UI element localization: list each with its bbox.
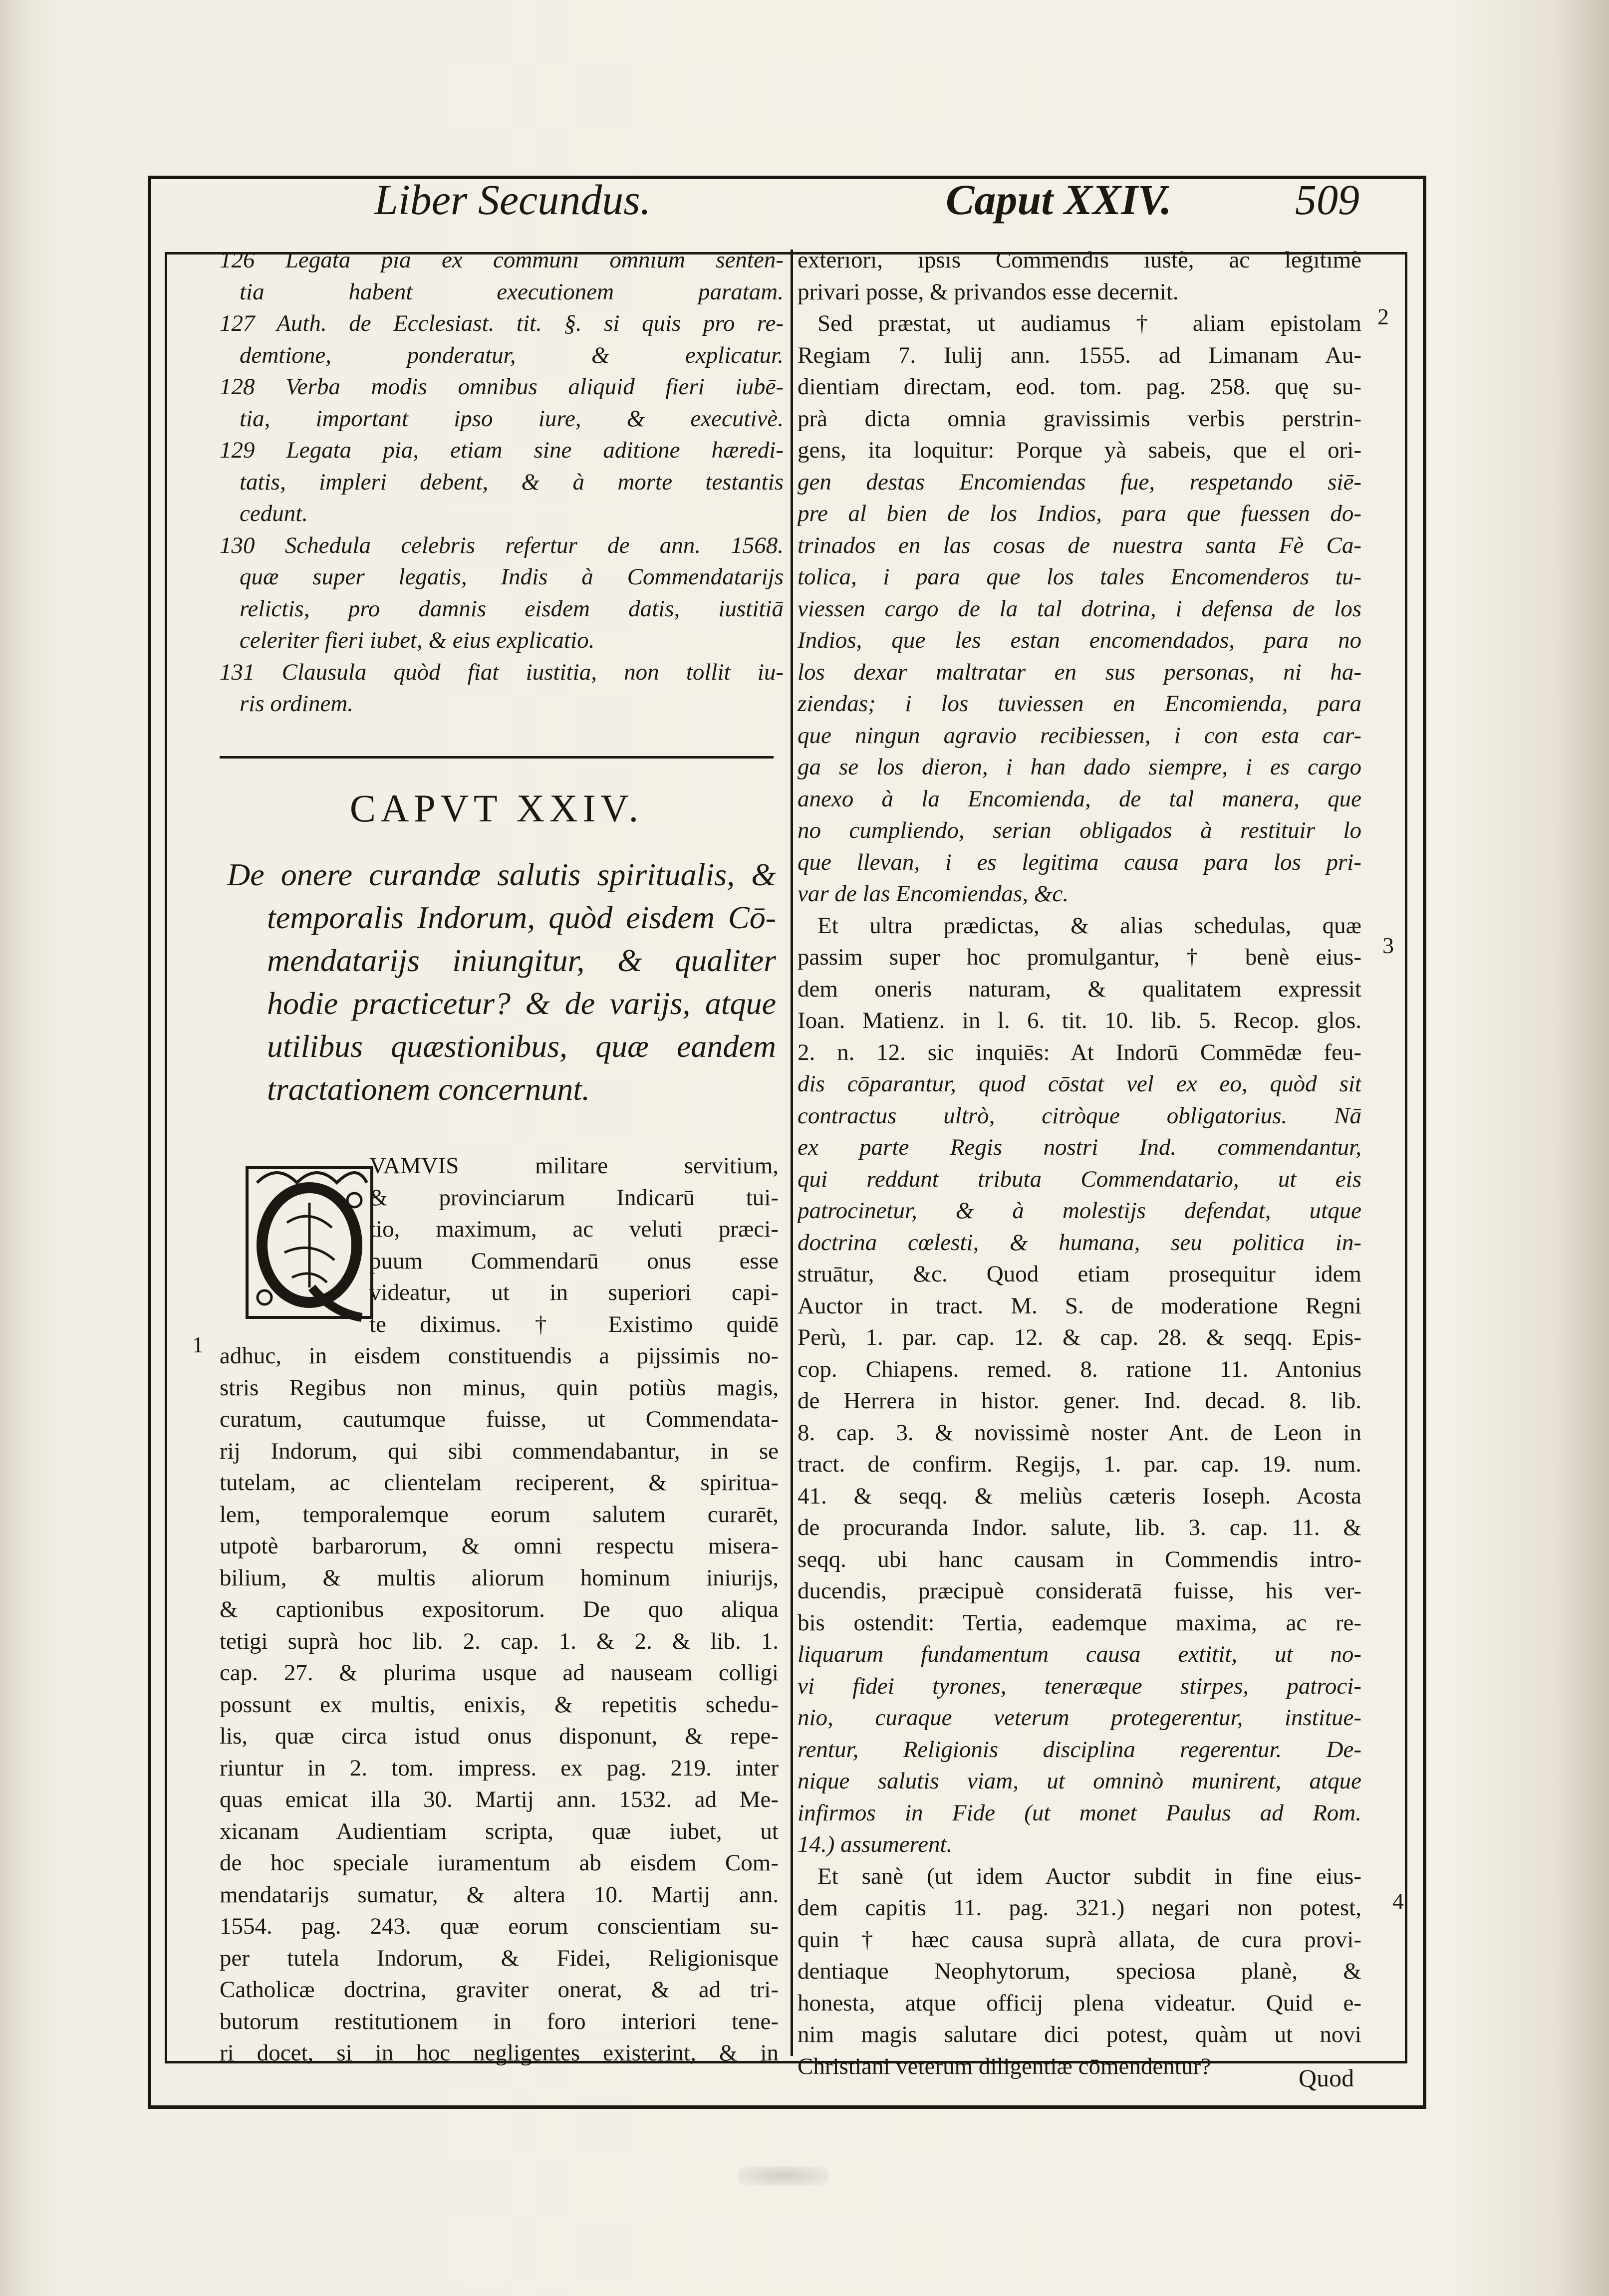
page-number: 509	[1295, 176, 1359, 224]
chapter-title: CAPVT XXIV.	[349, 786, 644, 830]
subtitle-line: utilibus quæstionibus, quæ eandem	[267, 1028, 776, 1064]
body-line: seqq. ubi hanc causam in Commendis intro-	[798, 1546, 1361, 1572]
body-line: Sed præstat, ut audiamus † aliam epistolam	[817, 310, 1361, 336]
body-line: rentur, Religionis disciplina regerentur. De-	[798, 1736, 1361, 1763]
body-line: dentiaque Neophytorum, speciosa planè, &	[798, 1958, 1361, 1984]
right-column-body	[798, 245, 1361, 2082]
catchword: Quod	[1299, 2064, 1354, 2092]
body-line: anexo à la Encomienda, de tal manera, que	[798, 785, 1361, 812]
body-line: tutelam, ac clientelam reciperent, & spiritua-	[220, 1470, 779, 1496]
body-line: tetigi suprà hoc lib. 2. cap. 1. & 2. & lib. 1.	[220, 1628, 779, 1654]
summary-line: 126 Legata pia ex communi omnium senten-	[220, 247, 784, 273]
summary-line: 127 Auth. de Ecclesiast. tit. §. si quis pro re-	[220, 310, 784, 336]
body-line: te diximus. † Existimo quidē	[369, 1311, 779, 1337]
body-line: que ningun agravio recibiessen, i con esta car-	[798, 722, 1361, 749]
body-line: dem oneris naturam, & qualitatem expressit	[798, 976, 1361, 1002]
body-line: quin † hæc causa suprà allata, de cura provi-	[798, 1926, 1361, 1953]
body-line: Regiam 7. Iulij ann. 1555. ad Limanam Au-	[798, 342, 1361, 368]
summary-line: tatis, impleri debent, & à morte testantis	[240, 469, 784, 495]
chapter-subtitle	[227, 853, 776, 1111]
body-line: trinados en las cosas de nuestra santa Fè Ca-	[798, 532, 1361, 558]
body-line: adhuc, in eisdem constituendis a pijssimis no-	[220, 1343, 779, 1369]
running-head-left: Liber Secundus.	[374, 176, 651, 224]
body-line: Ioan. Matienz. in l. 6. tit. 10. lib. 5. Recop. glos.	[798, 1008, 1361, 1033]
body-line: xicanam Audientiam scripta, quæ iubet, ut	[220, 1818, 779, 1844]
column-divider	[791, 250, 793, 2056]
body-line: tract. de confirm. Regijs, 1. par. cap. 19. num.	[798, 1451, 1361, 1477]
body-line: 8. cap. 3. & novissimè noster Ant. de Leon in	[798, 1419, 1361, 1446]
body-line: lis, quæ circa istud onus disponunt, & repe-	[220, 1723, 779, 1749]
body-line: cop. Chiapens. remed. 8. ratione 11. Antonius	[798, 1356, 1361, 1382]
body-line: rij Indorum, qui sibi commendabantur, in se	[220, 1438, 779, 1464]
subtitle-line: mendatarijs iniungitur, & qualiter	[267, 943, 776, 978]
body-line: var de las Encomiendas, &c.	[798, 881, 1069, 907]
body-line: struātur, &c. Quod etiam prosequitur idem	[798, 1261, 1361, 1287]
body-line: lem, temporalemque eorum salutem curarēt,	[220, 1501, 779, 1528]
body-line: Et sanè (ut idem Auctor subdit in fine eius-	[817, 1863, 1361, 1889]
body-line: Christiani veterum diligentiæ cōmendentur?	[798, 2053, 1211, 2079]
summary-line: ris ordinem.	[240, 691, 354, 717]
body-line: liquarum fundamentum causa extitit, ut no-	[798, 1641, 1361, 1667]
body-line: contractus ultrò, citròque obligatorius. Nā	[798, 1102, 1361, 1129]
body-line: dis cōparantur, quod cōstat vel ex eo, quòd sit	[798, 1071, 1361, 1097]
body-line: passim super hoc promulgantur, † benè eius-	[798, 944, 1361, 970]
body-line: possunt ex multis, enixis, & repetitis schedu-	[220, 1691, 779, 1718]
body-line: gen destas Encomiendas fue, respetando siē-	[798, 469, 1361, 495]
body-line: los dexar maltratar en sus personas, ni ha-	[798, 659, 1361, 685]
body-line: riuntur in 2. tom. impress. ex pag. 219. inter	[220, 1755, 779, 1781]
body-line: butorum restitutionem in foro interiori tene-	[220, 2008, 779, 2035]
body-line: dientiam directam, eod. tom. pag. 258. quę su-	[798, 374, 1361, 400]
body-line: quas emicat illa 30. Martij ann. 1532. ad Me-	[220, 1786, 779, 1812]
body-line: stris Regibus non minus, quin potiùs magis,	[220, 1374, 779, 1401]
summary-line: celeriter fieri iubet, & eius explicatio.	[240, 627, 595, 653]
body-line: de hoc speciale iuramentum ab eisdem Com-	[220, 1850, 779, 1876]
body-line: videatur, ut in superiori capi-	[369, 1279, 779, 1305]
body-line: ducendis, præcipuè consideratā fuisse, his ver-	[798, 1578, 1361, 1604]
body-line: tolica, i para que los tales Encomenderos tu-	[798, 564, 1361, 590]
body-line: nique salutis viam, ut omninò munirent, atque	[798, 1768, 1361, 1794]
body-line: mendatarijs sumatur, & altera 10. Martij ann.	[220, 1881, 779, 1908]
body-line: ga se los dieron, i han dado siempre, i es cargo	[798, 754, 1361, 780]
summary-line: tia, important ipso iure, & executivè.	[240, 405, 784, 432]
body-line: vi fidei tyrones, teneræque stirpes, patroci-	[798, 1673, 1361, 1699]
body-line: curatum, cautumque fuisse, ut Commendata-	[220, 1406, 779, 1432]
margin-note-3: 3	[1382, 933, 1394, 958]
chapter-summary	[220, 245, 784, 720]
body-line: privari posse, & privandos esse decernit.	[798, 278, 1179, 305]
body-line: doctrina cœlesti, & humana, seu politica in-	[798, 1229, 1361, 1256]
body-line: Et ultra prædictas, & alias schedulas, quæ	[817, 912, 1361, 939]
body-line: ex parte Regis nostri Ind. commendantur,	[798, 1134, 1361, 1160]
body-line: honesta, atque officij plena videatur. Quid e-	[798, 1990, 1361, 2016]
body-line: qui reddunt tributa Commendatario, ut eis	[798, 1166, 1361, 1192]
body-line: cap. 27. & plurima usque ad nauseam colligi	[220, 1660, 779, 1686]
subtitle-line: De onere curandæ salutis spiritualis, &	[227, 857, 776, 892]
body-line: puum Commendarū onus esse	[369, 1248, 779, 1274]
summary-line: cedunt.	[240, 501, 308, 526]
margin-note-2: 2	[1377, 304, 1389, 329]
summary-line: quæ super legatis, Indis à Commendatarijs	[240, 564, 784, 590]
body-line: nim magis salutare dici potest, quàm ut novi	[798, 2022, 1361, 2047]
summary-line: 131 Clausula quòd fiat iustitia, non tollit iu-	[220, 659, 784, 685]
body-line: de Herrera in histor. gener. Ind. decad. 8. lib.	[798, 1388, 1361, 1414]
body-line: exteriori, ipsis Commendis iustè, ac legitimè	[798, 247, 1361, 273]
body-line: & captionibus expositorum. De quo aliqua	[220, 1596, 779, 1622]
body-line: per tutela Indorum, & Fidei, Religionisque	[220, 1945, 779, 1971]
body-line: VAMVIS militare servitium,	[369, 1153, 779, 1179]
body-line: Indios, que les estan encomendados, para no	[798, 627, 1361, 653]
ink-smudge	[739, 2166, 828, 2186]
subtitle-line: temporalis Indorum, quòd eisdem Cō-	[267, 900, 776, 935]
body-line: & provinciarum Indicarū tui-	[369, 1184, 779, 1211]
body-line: no cumpliendo, serian obligados à restituir lo	[798, 817, 1361, 843]
body-line: ziendas; i los tuviessen en Encomienda, para	[798, 691, 1361, 717]
body-line: 14.) assumerent.	[798, 1831, 953, 1857]
summary-line: 128 Verba modis omnibus aliquid fieri iubē-	[220, 374, 784, 400]
left-column-body	[220, 1150, 779, 2069]
summary-line: tia habent executionem paratam.	[240, 278, 784, 305]
body-line: viessen cargo de la tal dotrina, i defensa de los	[798, 595, 1361, 622]
body-line: infirmos in Fide (ut monet Paulus ad Rom.	[798, 1799, 1361, 1826]
body-line: bilium, & multis aliorum hominum iniurijs,	[220, 1564, 779, 1591]
body-line: Perù, 1. par. cap. 12. & cap. 28. & seqq. Epis-	[798, 1324, 1361, 1350]
summary-line: demtione, ponderatur, & explicatur.	[240, 342, 784, 368]
body-line: bis ostendit: Tertia, eademque maxima, ac re-	[798, 1609, 1361, 1636]
body-line: Auctor in tract. M. S. de moderatione Regni	[798, 1292, 1361, 1319]
body-line: 2. n. 12. sic inquiēs: At Indorū Commēdæ feu-	[798, 1039, 1361, 1065]
body-line: nio, curaque veterum protegerentur, institue-	[798, 1705, 1361, 1731]
body-line: de procuranda Indor. salute, lib. 3. cap. 11. &	[798, 1515, 1361, 1540]
body-line: pre al bien de los Indios, para que fuessen do-	[798, 501, 1361, 526]
subtitle-line: hodie practicetur? & de varijs, atque	[267, 986, 776, 1021]
running-head-center: Caput XXIV.	[946, 176, 1172, 224]
body-line: utpotè barbarorum, & omni respectu misera-	[220, 1533, 779, 1559]
body-line: dem capitis 11. pag. 321.) negari non potest,	[798, 1895, 1361, 1921]
summary-separator	[220, 756, 774, 759]
summary-line: relictis, pro damnis eisdem datis, iustitiā	[240, 595, 784, 622]
body-line: que llevan, i es legitima causa para los pri-	[798, 849, 1361, 875]
body-line: patrocinetur, & à molestijs defendat, utque	[798, 1198, 1361, 1224]
body-line: 1554. pag. 243. quæ eorum conscientiam su-	[220, 1913, 779, 1939]
body-line: ri docet, si in hoc negligentes existerint, & in	[220, 2040, 779, 2066]
body-line: prà dicta omnia gravissimis verbis perstrin-	[798, 405, 1361, 432]
body-line: gens, ita loquitur: Porque yà sabeis, que el ori-	[798, 437, 1361, 463]
summary-line: 129 Legata pia, etiam sine aditione hæredi-	[220, 437, 784, 463]
body-line: 41. & seqq. & meliùs cæteris Ioseph. Acosta	[798, 1483, 1361, 1509]
body-line: Catholicæ doctrina, graviter onerat, & ad tri-	[220, 1977, 779, 2003]
subtitle-line: tractationem concernunt.	[267, 1071, 590, 1107]
body-line: tio, maximum, ac veluti præci-	[369, 1216, 779, 1242]
summary-line: 130 Schedula celebris refertur de ann. 1568.	[220, 532, 784, 558]
margin-note-4: 4	[1392, 1888, 1404, 1914]
margin-note-1: 1	[192, 1332, 204, 1357]
